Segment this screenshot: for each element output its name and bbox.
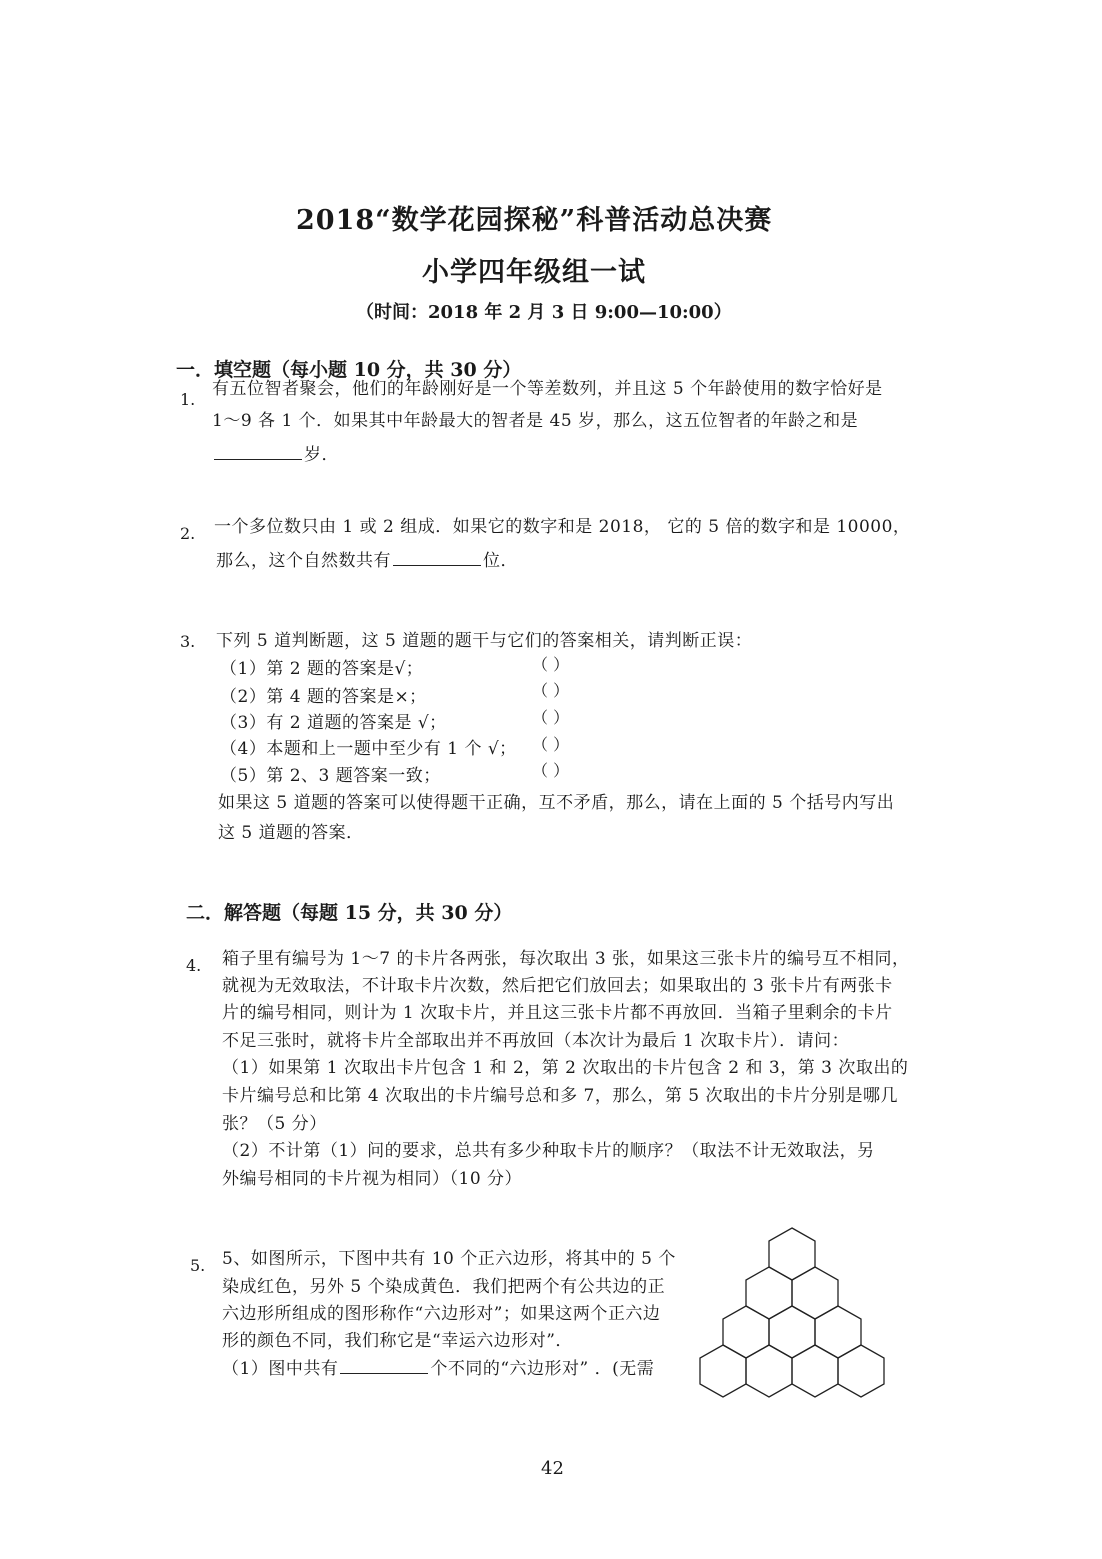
- hexagon: [746, 1345, 792, 1397]
- hexagon: [838, 1345, 884, 1397]
- question-text-line: 下列 5 道判断题，这 5 道题的题干与它们的答案相关，请判断正误：: [216, 631, 753, 651]
- judgement-item: （4）本题和上一题中至少有 1 个 √；: [220, 739, 517, 759]
- question-text-line: 外编号相同的卡片视为相同）（10 分）: [222, 1169, 523, 1189]
- judgement-item: （2）第 4 题的答案是×；: [220, 687, 427, 707]
- question-text-line: （1）图中共有: [222, 1359, 339, 1379]
- question-number: 1.: [180, 390, 196, 409]
- question-text-line: （2）不计第（1）问的要求，总共有多少种取卡片的顺序？（取法不计无效取法，另: [222, 1141, 875, 1161]
- question-text-line: 张？（5 分）: [222, 1114, 327, 1134]
- question-text-line: 那么，这个自然数共有: [216, 551, 391, 571]
- hexagon: [792, 1267, 838, 1319]
- question-text-line: 5、如图所示，下图中共有 10 个正六边形，将其中的 5 个: [222, 1249, 676, 1269]
- answer-blank[interactable]: [393, 564, 481, 566]
- answer-blank[interactable]: [340, 1372, 428, 1374]
- answer-parenthesis[interactable]: （ ）: [532, 708, 570, 727]
- exam-time: （时间：2018 年 2 月 3 日 9:00—10:00）: [356, 302, 732, 323]
- question-number: 2.: [180, 524, 196, 543]
- question-text-line: 片的编号相同，则计为 1 次取卡片，并且这三张卡片都不再放回．当箱子里剩余的卡片: [222, 1003, 893, 1023]
- hexagon-pyramid-figure: [695, 1220, 915, 1420]
- question-text-line: 个不同的“六边形对” ．(无需: [430, 1359, 655, 1379]
- page-subtitle: 小学四年级组一试: [422, 257, 646, 288]
- answer-parenthesis[interactable]: （ ）: [532, 761, 570, 780]
- section-1-heading: 一．填空题（每小题 10 分，共 30 分）: [176, 359, 522, 381]
- judgement-item: （5）第 2、3 题答案一致；: [220, 766, 441, 786]
- hexagon: [769, 1306, 815, 1358]
- answer-parenthesis[interactable]: （ ）: [532, 735, 570, 754]
- hexagon: [792, 1345, 838, 1397]
- question-text-line: 形的颜色不同，我们称它是“幸运六边形对”．: [222, 1331, 573, 1351]
- question-text-line: 1～9 各 1 个．如果其中年龄最大的智者是 45 岁，那么，这五位智者的年龄之和是: [212, 411, 859, 431]
- section-2-heading: 二．解答题（每题 15 分，共 30 分）: [186, 902, 513, 924]
- answer-line: [222, 1354, 654, 1379]
- question-text-line: 岁．: [304, 445, 339, 465]
- question-text-line: 就视为无效取法，不计取卡片次数，然后把它们放回去；如果取出的 3 张卡片有两张卡: [222, 976, 893, 996]
- hexagon: [700, 1345, 746, 1397]
- question-number: 3.: [180, 632, 196, 651]
- judgement-item: （3）有 2 道题的答案是 √；: [220, 713, 447, 733]
- page-title: 2018“数学花园探秘”科普活动总决赛: [296, 205, 773, 236]
- question-text-line: 如果这 5 道题的答案可以使得题干正确，互不矛盾，那么，请在上面的 5 个括号内写出: [218, 793, 895, 813]
- hexagon: [769, 1228, 815, 1280]
- hexagon: [815, 1306, 861, 1358]
- question-text-line: 不足三张时，就将卡片全部取出并不再放回（本次计为最后 1 次取卡片）．请问：: [222, 1031, 850, 1051]
- question-number: 4.: [186, 956, 202, 975]
- answer-parenthesis[interactable]: （ ）: [532, 655, 570, 674]
- answer-line: [216, 546, 518, 571]
- question-text-line: 有五位智者聚会，他们的年龄刚好是一个等差数列，并且这 5 个年龄使用的数字恰好是: [212, 379, 883, 399]
- hexagon: [746, 1267, 792, 1319]
- question-text-line: 这 5 道题的答案．: [218, 823, 364, 843]
- question-text-line: 卡片编号总和比第 4 次取出的卡片编号总和多 7，那么，第 5 次取出的卡片分别是哪几: [222, 1086, 898, 1106]
- answer-line: [212, 440, 339, 465]
- question-text-line: 位．: [483, 551, 518, 571]
- judgement-item: （1）第 2 题的答案是√；: [220, 659, 424, 679]
- answer-parenthesis[interactable]: （ ）: [532, 681, 570, 700]
- question-text-line: 一个多位数只由 1 或 2 组成．如果它的数字和是 2018， 它的 5 倍的数字和是 10000，: [214, 517, 911, 537]
- question-number: 5.: [190, 1256, 206, 1275]
- answer-blank[interactable]: [214, 458, 302, 460]
- question-text-line: 染成红色，另外 5 个染成黄色．我们把两个有公共边的正: [222, 1277, 666, 1297]
- page-number: 42: [541, 1458, 564, 1479]
- question-text-line: 箱子里有编号为 1～7 的卡片各两张，每次取出 3 张，如果这三张卡片的编号互不相同，: [222, 949, 910, 969]
- question-text-line: 六边形所组成的图形称作“六边形对”；如果这两个正六边: [222, 1304, 661, 1324]
- question-text-line: （1）如果第 1 次取出卡片包含 1 和 2，第 2 次取出的卡片包含 2 和 3，第 3 次取出的: [222, 1058, 909, 1078]
- hexagon: [723, 1306, 769, 1358]
